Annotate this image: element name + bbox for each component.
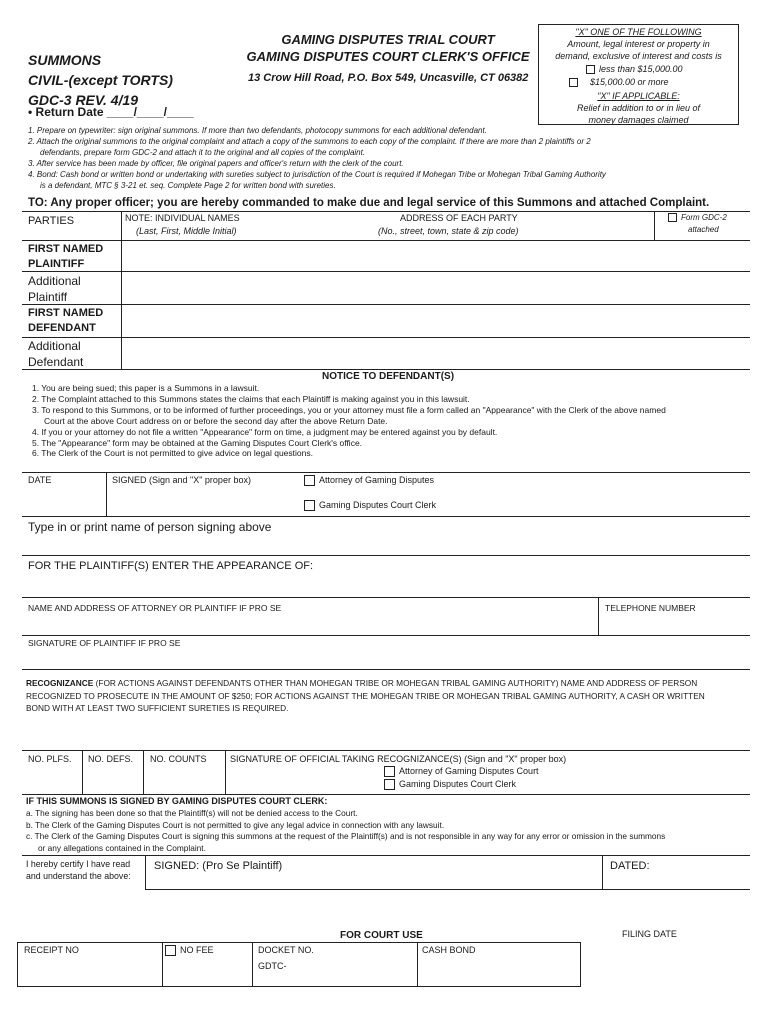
form-title-line: GDC-3 REV. 4/19 <box>28 92 138 108</box>
court-use-title: FOR COURT USE <box>340 930 423 941</box>
row-label: DEFENDANT <box>28 322 96 334</box>
checkbox-icon[interactable] <box>668 213 677 222</box>
court-name: GAMING DISPUTES TRIAL COURT <box>281 32 495 47</box>
clerk-option[interactable] <box>304 500 436 511</box>
first-defendant-label <box>28 306 103 336</box>
recognizance-line: (FOR ACTIONS AGAINST DEFENDANTS OTHER THAN MOHEGAN TRIBE OR MOHEGAN TRIBAL GAMING AUTHORITY) NAME AND ADDRESS OF PERSON <box>93 678 698 688</box>
first-defendant-field[interactable] <box>122 305 750 337</box>
option-label: NO FEE <box>180 945 214 955</box>
option-label: Attorney of Gaming Disputes Court <box>399 766 539 776</box>
checkbox-icon[interactable] <box>384 779 395 790</box>
checkbox-icon[interactable] <box>569 78 578 87</box>
instruction-item: 3. After service has been made by officer, file original papers and officer's return with the clerk of the court. <box>28 159 404 168</box>
option-label: $15,000.00 or more <box>590 77 669 87</box>
additional-plaintiff-field[interactable] <box>122 272 750 304</box>
x-box-title: "X" ONE OF THE FOLLOWING <box>575 27 702 37</box>
officer-command: TO: Any proper officer; you are hereby commanded to make due and legal service of this Summons and attached Complaint. <box>28 197 710 209</box>
additional-defendant-label <box>28 338 83 370</box>
attorney-court-option[interactable] <box>384 766 539 777</box>
clerk-court-option[interactable] <box>384 779 516 790</box>
court-address: 13 Crow Hill Road, P.O. Box 549, Uncasville, CT 06382 <box>248 72 529 84</box>
name-address-field[interactable] <box>23 614 597 634</box>
signed-label: SIGNED (Sign and "X" proper box) <box>112 475 251 485</box>
option-label: less than $15,000.00 <box>599 64 683 74</box>
recognizance-line: BOND WITH AT LEAST TWO SUFFICIENT SURETIES IS REQUIRED. <box>26 703 289 713</box>
address-header: ADDRESS OF EACH PARTY <box>400 213 518 223</box>
notice-item: 5. The "Appearance" form may be obtained at the Gaming Disputes Court Clerk's office. <box>32 437 363 448</box>
clerk-note: c. The Clerk of the Gaming Disputes Court is signing this summons at the request of the Plaintiff(s) and is not responsible in any way for any error or omission in the summons <box>26 831 666 841</box>
cash-bond-label: CASH BOND <box>422 945 476 955</box>
date-label: DATE <box>28 475 52 485</box>
official-signature-label: SIGNATURE OF OFFICIAL TAKING RECOGNIZANCE(S) (Sign and "X" proper box) <box>230 754 567 764</box>
money-damages-label: money damages claimed <box>588 115 689 125</box>
receipt-no-label: RECEIPT NO <box>24 945 79 955</box>
notice-title: NOTICE TO DEFENDANT(S) <box>322 371 455 382</box>
form-gdc2-label: Form GDC-2 <box>681 213 727 222</box>
notice-item: Court at the above Court address on or before the second day after the above Return Date. <box>44 415 388 426</box>
no-plfs-field[interactable] <box>23 766 81 793</box>
row-label: FIRST NAMED <box>28 307 104 319</box>
recognizance-bold: RECOGNIZANCE <box>26 678 94 688</box>
additional-plaintiff-label <box>28 273 81 305</box>
form-gdc2-sub: attached <box>688 225 719 234</box>
instruction-item: 4. Bond: Cash bond or written bond or undertaking with sureties subject to jurisdiction of the Court is required if Mohegan Tribe or Mohegan Tribal Gaming Authority <box>28 170 606 179</box>
notice-item: 3. To respond to this Summons, or to be informed of further proceedings, you or your attorney must file a form called an "Appearance" with the Clerk of the above named <box>32 404 666 415</box>
additional-defendant-field[interactable] <box>122 338 750 369</box>
instruction-item: 2. Attach the original summons to the original complaint and attach a copy of the summons to each copy of the complaint. If there are more than 2 plaintiffs or 2 <box>28 137 591 146</box>
no-defs-label: NO. DEFS. <box>88 754 134 764</box>
notice-item: 4. If you or your attorney do not file a written "Appearance" form on time, a judgment may be entered against you by default. <box>32 426 498 437</box>
no-counts-label: NO. COUNTS <box>150 754 207 764</box>
dated-field[interactable] <box>604 874 750 888</box>
telephone-label: TELEPHONE NUMBER <box>605 603 696 613</box>
instructions <box>28 125 748 191</box>
pro-se-signature-field[interactable] <box>147 874 601 888</box>
form-gdc2-option[interactable] <box>668 213 727 222</box>
notice-list <box>32 383 752 459</box>
names-note: NOTE: INDIVIDUAL NAMES <box>125 213 240 223</box>
print-name-label: Type in or print name of person signing above <box>28 520 272 534</box>
filing-date-label: FILING DATE <box>622 929 677 939</box>
docket-no-label: DOCKET NO. <box>258 945 314 955</box>
notice-item: 6. The Clerk of the Court is not permitted to give advice on legal questions. <box>32 448 313 459</box>
telephone-field[interactable] <box>600 614 750 634</box>
clerk-note: or any allegations contained in the Complaint. <box>38 842 206 853</box>
checkbox-icon[interactable] <box>304 475 315 486</box>
clerk-notes <box>26 808 756 854</box>
applicable-label: "X" IF APPLICABLE: <box>597 91 680 101</box>
no-fee-option[interactable] <box>165 945 214 956</box>
clerk-note: b. The Clerk of the Gaming Disputes Court is not permitted to give any legal advice in connection with any lawsuit. <box>26 819 445 830</box>
checkbox-icon[interactable] <box>165 945 176 956</box>
certify-line: and understand the above: <box>26 871 131 881</box>
notice-item: 2. The Complaint attached to this Summons states the claims that each Plaintiff is making against you in this lawsuit. <box>32 393 470 404</box>
names-note-sub: (Last, First, Middle Initial) <box>136 226 237 236</box>
x-box-line: Amount, legal interest or property in <box>567 39 710 49</box>
option-less-than[interactable] <box>586 64 683 74</box>
row-label: Defendant <box>28 355 84 369</box>
option-label: Gaming Disputes Court Clerk <box>319 500 437 510</box>
first-plaintiff-field[interactable] <box>122 241 750 271</box>
office-name: GAMING DISPUTES COURT CLERK'S OFFICE <box>246 49 530 64</box>
court-heading <box>238 31 538 65</box>
attorney-option[interactable] <box>304 475 434 486</box>
checkbox-icon[interactable] <box>384 766 395 777</box>
gdtc-label: GDTC- <box>258 961 287 971</box>
checkbox-icon[interactable] <box>304 500 315 511</box>
option-label: Gaming Disputes Court Clerk <box>399 779 517 789</box>
row-label: Additional <box>28 339 81 353</box>
recognizance-text <box>26 677 750 715</box>
plaintiff-signature-field[interactable] <box>23 650 750 668</box>
x-if-applicable <box>538 90 739 126</box>
clerk-note: a. The signing has been done so that the Plaintiff(s) will not be denied access to the Court. <box>26 808 358 818</box>
certify-line: I hereby certify I have read <box>26 859 131 869</box>
plaintiff-signature-label: SIGNATURE OF PLAINTIFF IF PRO SE <box>28 638 181 648</box>
row-label: Additional <box>28 274 81 288</box>
return-date-field[interactable]: • Return Date ____/____/____ <box>28 105 194 119</box>
pro-se-signed-label: SIGNED: (Pro Se Plaintiff) <box>154 860 283 872</box>
relief-label: Relief in addition to or in lieu of <box>576 103 701 113</box>
date-field[interactable] <box>23 486 105 515</box>
option-label: Attorney of Gaming Disputes <box>319 475 435 485</box>
instruction-item: defendants, prepare form GDC-2 and attach it to the original and all copies of the complaint. <box>40 148 366 157</box>
clerk-title: IF THIS SUMMONS IS SIGNED BY GAMING DISPUTES COURT CLERK: <box>26 796 328 806</box>
certify-text <box>26 858 131 882</box>
instruction-item: 1. Prepare on typewriter: sign original summons. If more than two defendants, photocopy summons for each additional defendant. <box>28 126 487 135</box>
parties-header: PARTIES <box>28 215 75 227</box>
x-box-line: demand, exclusive of interest and costs is <box>555 51 722 61</box>
recognizance-line: RECOGNIZED TO PROSECUTE IN THE AMOUNT OF $250; FOR ACTIONS AGAINST THE MOHEGAN TRIBE OR MOHEGAN TRIBAL GAMING AUTHORITY, A CASH OR WRITTEN <box>26 690 705 701</box>
row-label: Plaintiff <box>28 290 68 304</box>
no-defs-field[interactable] <box>84 766 142 793</box>
instruction-item: is a defendant, MTC § 3-21 et. seq. Complete Page 2 for written bond with sureties. <box>40 181 336 190</box>
first-plaintiff-label <box>28 242 103 272</box>
row-label: FIRST NAMED <box>28 243 104 255</box>
no-plfs-label: NO. PLFS. <box>28 754 72 764</box>
option-more-than[interactable] <box>569 77 669 87</box>
amount-demand-text <box>538 26 739 62</box>
notice-item: 1. You are being sued; this paper is a Summons in a lawsuit. <box>32 383 260 393</box>
row-label: PLAINTIFF <box>28 258 85 270</box>
form-title-line: SUMMONS <box>28 52 102 68</box>
name-address-label: NAME AND ADDRESS OF ATTORNEY OR PLAINTIFF IF PRO SE <box>28 603 282 613</box>
form-title-line: CIVIL-(except TORTS) <box>28 72 173 88</box>
no-counts-field[interactable] <box>145 766 224 793</box>
checkbox-icon[interactable] <box>586 65 595 74</box>
appearance-title: FOR THE PLAINTIFF(S) ENTER THE APPEARANCE OF: <box>28 560 314 572</box>
form-title <box>28 50 173 110</box>
dated-label: DATED: <box>610 860 650 872</box>
address-header-sub: (No., street, town, state & zip code) <box>378 226 519 236</box>
